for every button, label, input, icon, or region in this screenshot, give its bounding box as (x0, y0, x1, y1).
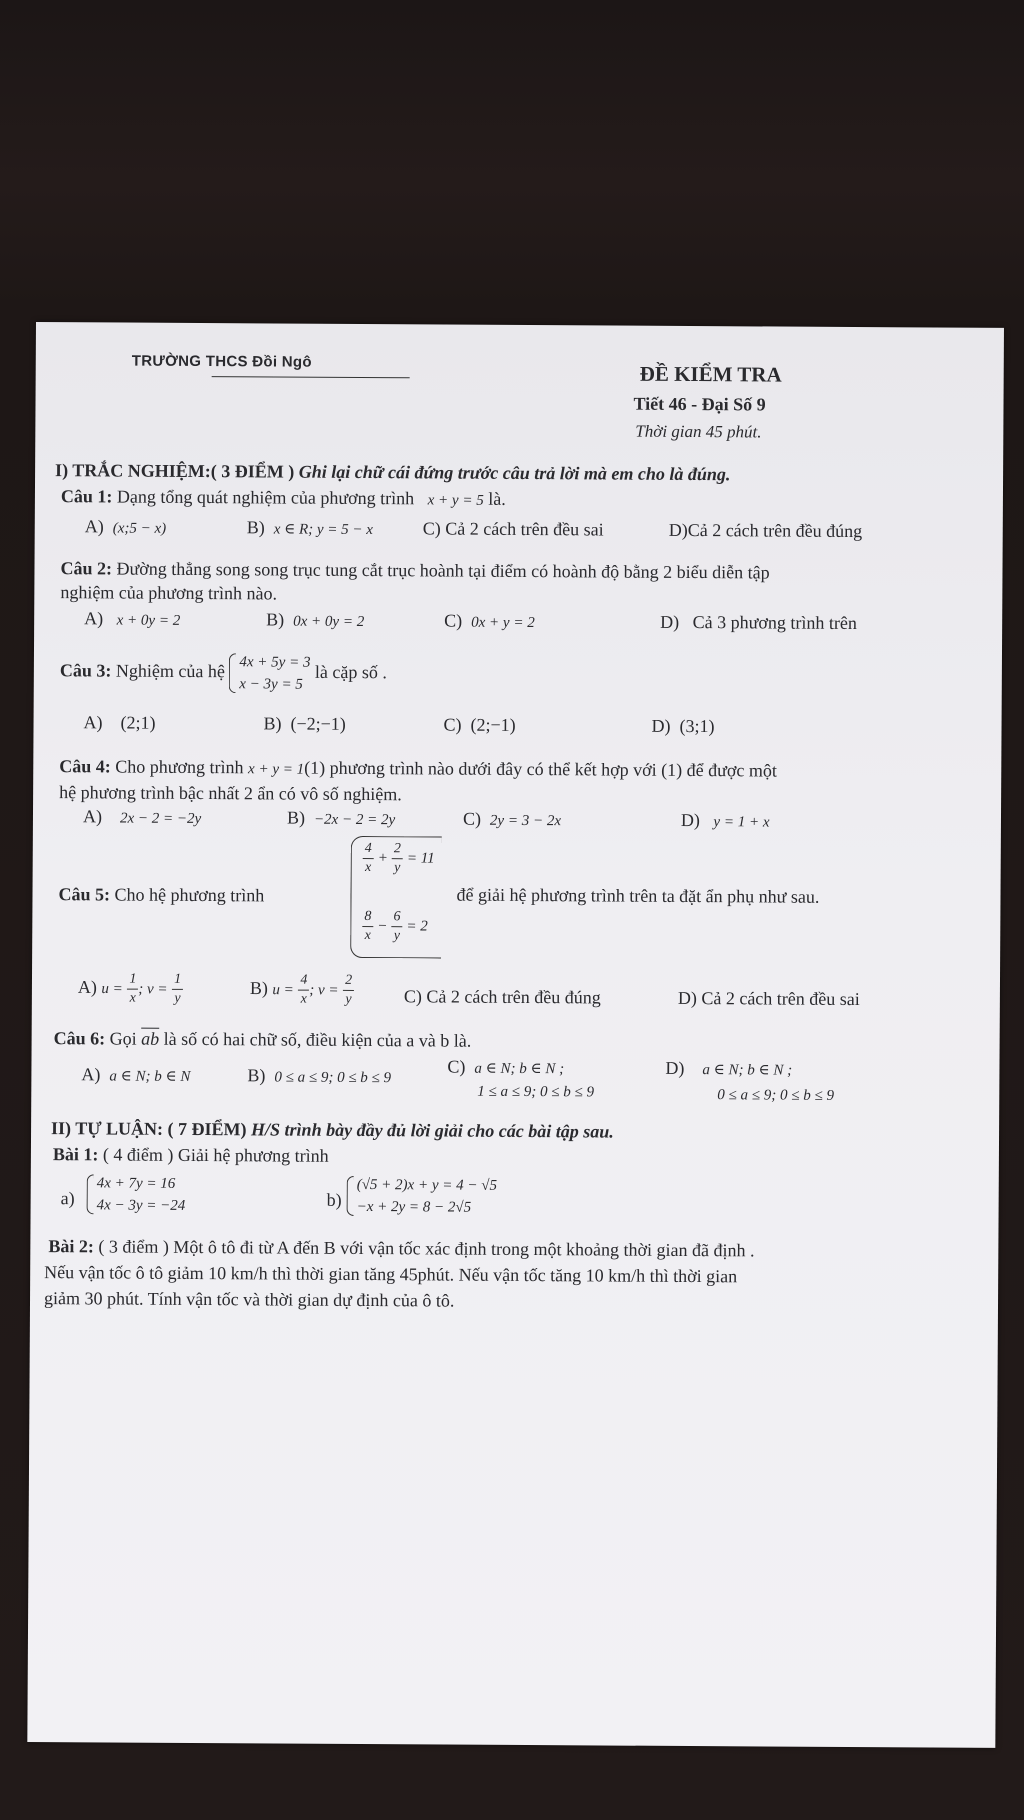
exam-paper (27, 322, 1004, 1748)
option-label: B) (247, 1065, 266, 1086)
q6-option-b (247, 1065, 391, 1087)
option-value: u = (101, 981, 123, 998)
option-value: 2y = 3 − 2x (489, 812, 562, 830)
bai1-a-label: a) (60, 1188, 75, 1209)
q1-equation: x + y = 5 (427, 492, 484, 509)
q5-option-c: C) Cả 2 cách trên đều đúng (403, 986, 601, 1008)
q2-option-d (660, 612, 857, 634)
q5-option-b (250, 971, 354, 1009)
q5-option-d: D) Cả 2 cách trên đều sai (677, 987, 860, 1010)
option-value: 0 ≤ a ≤ 9; 0 ≤ b ≤ 9 (274, 1069, 392, 1087)
bai1-b-system (347, 1174, 498, 1219)
q2-label: Câu 2: (60, 558, 113, 579)
q1-label: Câu 1: (60, 486, 113, 507)
part1-heading: I) TRẮC NGHIỆM:( 3 ĐIỂM ) (55, 460, 295, 482)
q1-line (61, 486, 506, 510)
q4-option-b (287, 808, 395, 830)
q6-option-c-line2 (477, 1083, 594, 1102)
option-label: B) (249, 977, 268, 999)
fraction: $\frac{6}{y}$ (391, 908, 402, 945)
q1-option-c: C) Cả 2 cách trên đều sai (422, 518, 604, 540)
option-label: C) (444, 610, 463, 631)
q6-option-c (447, 1057, 564, 1079)
q4-option-a (83, 806, 201, 828)
q4-option-c (463, 809, 561, 831)
fraction: $\frac{2}{y}$ (392, 840, 403, 877)
q3-eq2: x − 3y = 5 (239, 676, 303, 693)
q4-text1a: Cho phương trình (115, 756, 244, 778)
q3-eq1: 4x + 5y = 3 (239, 654, 311, 671)
bai1-a-eq1: 4x + 7y = 16 (96, 1175, 176, 1192)
q5-option-a (78, 970, 183, 1008)
q5-eq1: $\frac{4}{x}$ + $\frac{2}{y}$ = 11 (363, 840, 435, 877)
option-value: a ∈ N; b ∈ N (109, 1068, 191, 1085)
system-brace (87, 1172, 186, 1217)
option-label: A) (84, 516, 104, 537)
q2-line1 (60, 558, 769, 583)
bai1-b-label: b) (326, 1189, 342, 1210)
option-label: B) (263, 713, 282, 734)
option-value: (3;1) (679, 715, 715, 737)
q1-tail: là. (488, 488, 506, 509)
fraction: $\frac{1}{x}$ (127, 971, 138, 1008)
option-value: ; v = (309, 982, 339, 999)
q2-option-b (266, 609, 364, 631)
option-value: 0x + 0y = 2 (293, 613, 365, 631)
bai2-line1 (48, 1236, 754, 1261)
option-value: a ∈ N; b ∈ N ; (474, 1060, 565, 1078)
bai2-line2: Nếu vận tốc ô tô giảm 10 km/h thì thời gian tăng 45phút. Nếu vận tốc tăng 10 km/h thì thời gian (44, 1262, 738, 1287)
q4-label: Câu 4: (59, 756, 111, 777)
option-label: D) (660, 611, 680, 632)
option-label: B) (286, 807, 306, 828)
fraction: $\frac{8}{x}$ (362, 908, 373, 945)
fraction: $\frac{1}{y}$ (172, 971, 183, 1008)
bai1-b-eq2: −x + 2y = 8 − 2√5 (356, 1198, 472, 1216)
option-value: u = (272, 982, 294, 999)
option-label: D) (680, 809, 701, 831)
exam-time: Thời gian 45 phút. (635, 421, 762, 442)
option-value: 0 ≤ a ≤ 9; 0 ≤ b ≤ 9 (717, 1087, 835, 1104)
q3-label: Câu 3: (59, 660, 112, 681)
q4-text1b: (1) phương trình nào dưới đây có thể kết hợp với (1) để được một (304, 757, 777, 781)
q5-eq1-rhs: = 11 (406, 850, 435, 867)
q2-line2: nghiệm của phương trình nào. (60, 582, 278, 604)
q3-text: Nghiệm của hệ (115, 660, 225, 682)
option-value: −2x − 2 = 2y (313, 811, 396, 829)
option-value: Cả 3 phương trình trên (692, 612, 857, 634)
option-label: D) (651, 715, 671, 736)
q6-text-b: là số có hai chữ số, điều kiện của a và b là. (163, 1028, 472, 1051)
option-value: x ∈ R; y = 5 − x (273, 521, 374, 539)
bai1-a-eq2: 4x − 3y = −24 (96, 1197, 186, 1214)
q6-option-d (665, 1058, 792, 1080)
q6-label: Câu 6: (53, 1028, 106, 1049)
bai1-line (53, 1144, 329, 1167)
q5-tail: để giải hệ phương trình trên ta đặt ẩn phụ như sau. (456, 884, 820, 907)
option-value: x + 0y = 2 (116, 612, 181, 629)
q5-eq2-rhs: = 2 (406, 918, 428, 935)
option-value: a ∈ N; b ∈ N ; (702, 1062, 793, 1079)
part1-instruction: Ghi lại chữ cái đứng trước câu trả lời mà em cho là đúng. (298, 461, 731, 485)
q4-option-d (681, 810, 770, 832)
part2-heading-line (51, 1118, 614, 1142)
bai2-label: Bài 2: (48, 1236, 94, 1257)
q3-tail: là cặp số . (314, 661, 387, 683)
option-label: D) (665, 1057, 685, 1078)
q3-line (60, 650, 387, 696)
q1-option-b (247, 517, 373, 539)
option-label: C) (462, 808, 482, 829)
q5-label: Câu 5: (58, 884, 111, 905)
q5-text: Cho hệ phương trình (114, 884, 265, 906)
option-label: A) (83, 712, 103, 733)
option-label: A) (84, 608, 104, 629)
option-label: C) (443, 714, 462, 735)
system-brace (347, 1174, 498, 1219)
option-label: C) (447, 1056, 466, 1077)
option-value: 0x + y = 2 (471, 614, 535, 632)
school-name: TRƯỜNG THCS Đồi Ngô (131, 352, 312, 371)
option-label: A) (81, 1064, 101, 1085)
q2-option-a (84, 608, 180, 630)
q4-line1 (59, 756, 777, 781)
fraction: $\frac{4}{x}$ (298, 972, 309, 1009)
q5-label-line (58, 884, 264, 906)
q1-option-d: D)Cả 2 cách trên đều đúng (668, 519, 863, 542)
option-value: y = 1 + x (713, 814, 770, 831)
option-value: 1 ≤ a ≤ 9; 0 ≤ b ≤ 9 (477, 1083, 595, 1101)
exam-subtitle: Tiết 46 - Đại Số 9 (633, 393, 766, 415)
option-value: ; v = (138, 981, 168, 998)
school-underline (212, 376, 410, 378)
part2-heading: II) TỰ LUẬN: ( 7 ĐIỂM) (51, 1118, 247, 1140)
q6-option-a (81, 1064, 190, 1086)
q5-eq2: $\frac{8}{x}$ − $\frac{6}{y}$ = 2 (362, 908, 428, 945)
option-value: (−2;−1) (290, 713, 346, 734)
bai1-a-system (87, 1172, 186, 1217)
option-value: (2;−1) (470, 714, 516, 735)
q3-option-c (443, 714, 515, 735)
option-value: (x;5 − x) (112, 520, 167, 537)
q3-option-a (83, 712, 155, 733)
q4-line2: hệ phương trình bậc nhất 2 ẩn có vô số nghiệm. (59, 782, 402, 805)
bai2-line3: giảm 30 phút. Tính vận tốc và thời gian dự định của ô tô. (43, 1288, 455, 1311)
q1-option-a (85, 516, 167, 537)
q6-text-a: Gọi (109, 1028, 137, 1049)
option-label: B) (266, 609, 285, 630)
bai1-text: ( 4 điểm ) Giải hệ phương trình (102, 1144, 329, 1166)
bai1-b-eq1: (√5 + 2)x + y = 4 − √5 (356, 1176, 498, 1194)
q6-line (54, 1028, 472, 1052)
q6-option-d-line2 (717, 1086, 834, 1105)
option-value: (2;1) (120, 712, 156, 733)
q1-text: Dạng tổng quát nghiệm của phương trình (116, 486, 415, 509)
fraction: $\frac{2}{y}$ (343, 972, 354, 1009)
bai2-text1: ( 3 điểm ) Một ô tô đi từ A đến B với vận tốc xác định trong một khoảng thời gian đã định . (98, 1236, 755, 1261)
q3-option-b (263, 713, 345, 735)
part2-instruction: H/S trình bày đầy đủ lời giải cho các bài tập sau. (251, 1119, 614, 1142)
option-label: B) (246, 517, 265, 538)
exam-title: ĐỀ KIỂM TRA (639, 361, 782, 387)
part1-heading-line (55, 460, 730, 485)
option-label: A) (77, 976, 97, 998)
q6-ab: $\overline{ab}$ (141, 1028, 160, 1049)
q4-equation: x + y = 1 (248, 761, 305, 778)
option-value: 2x − 2 = −2y (119, 810, 202, 828)
q2-option-c (444, 610, 535, 632)
bai1-label: Bài 1: (52, 1144, 99, 1165)
q3-option-d (651, 716, 714, 737)
fraction: $\frac{4}{x}$ (363, 840, 374, 877)
q3-system (229, 651, 310, 695)
option-label: A) (82, 806, 103, 827)
q2-text1: Đường thẳng song song trục tung cắt trục hoành tại điểm có hoành độ bằng 2 biểu diễn tập (116, 558, 770, 583)
